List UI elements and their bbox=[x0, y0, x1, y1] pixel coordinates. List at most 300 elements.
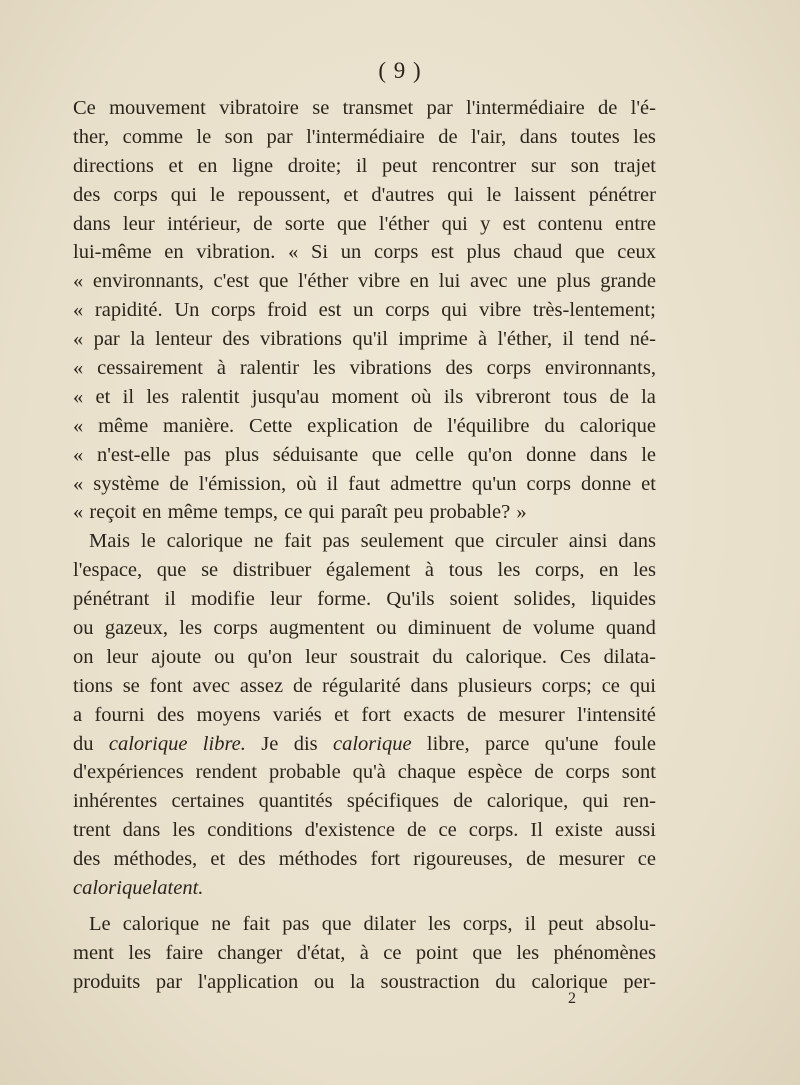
word: fait bbox=[284, 530, 312, 553]
word: Ce bbox=[73, 97, 96, 119]
paragraph-gap bbox=[73, 903, 656, 910]
word: vibrations bbox=[260, 328, 343, 351]
word: explication bbox=[307, 414, 399, 437]
text-line bbox=[73, 614, 656, 643]
word: méthodes bbox=[278, 848, 358, 871]
word: corps; bbox=[541, 674, 592, 697]
word: en bbox=[142, 501, 162, 524]
word: que bbox=[454, 530, 485, 553]
text-line bbox=[73, 441, 656, 470]
word: directions bbox=[73, 154, 154, 177]
word: faire bbox=[165, 941, 204, 964]
word: dans bbox=[618, 530, 656, 553]
word: on bbox=[73, 645, 94, 668]
word: donne bbox=[580, 472, 632, 495]
word: la bbox=[130, 328, 145, 351]
word: qui bbox=[582, 790, 609, 813]
word: mouvement bbox=[109, 97, 206, 119]
word: les bbox=[427, 912, 451, 935]
word: l'éther bbox=[378, 212, 430, 235]
word: corps bbox=[565, 761, 610, 784]
word: l'espace, bbox=[73, 559, 143, 582]
word: entre bbox=[614, 212, 656, 235]
word: admettre bbox=[390, 472, 462, 495]
word: sont bbox=[621, 761, 656, 784]
word: qu'à bbox=[352, 761, 386, 784]
word: ou bbox=[214, 645, 235, 668]
word: également bbox=[326, 559, 411, 582]
word: de bbox=[502, 617, 522, 640]
word: aussi bbox=[614, 819, 656, 842]
word: trent bbox=[73, 819, 111, 842]
word: celle bbox=[415, 443, 454, 466]
word: du bbox=[432, 645, 453, 668]
word: les bbox=[179, 617, 203, 640]
word: de bbox=[438, 125, 458, 148]
word: ne bbox=[253, 530, 274, 553]
word: soustraction bbox=[380, 970, 480, 993]
word: peut bbox=[548, 912, 584, 935]
word: lui-même bbox=[73, 241, 152, 264]
word: par bbox=[155, 970, 183, 993]
word: ce bbox=[438, 819, 457, 842]
word: des bbox=[445, 357, 473, 380]
word: produits bbox=[73, 970, 141, 993]
word: plusieurs bbox=[457, 674, 532, 697]
word: phénomènes bbox=[553, 941, 656, 964]
word: l'éther bbox=[297, 270, 349, 293]
word: même bbox=[98, 414, 149, 437]
word: un bbox=[340, 241, 362, 264]
word: qui bbox=[441, 299, 468, 322]
word: à bbox=[478, 328, 488, 351]
word: ralentir bbox=[239, 357, 300, 380]
word: peut bbox=[382, 154, 418, 177]
word: d'existence bbox=[304, 819, 395, 842]
word: de bbox=[253, 212, 273, 235]
word: ren- bbox=[622, 790, 656, 813]
word: froid bbox=[267, 299, 307, 322]
word: les bbox=[172, 819, 196, 842]
text-line bbox=[73, 585, 656, 614]
text-line bbox=[73, 296, 656, 325]
word: le bbox=[196, 125, 212, 148]
word: trajet bbox=[613, 154, 656, 177]
word: il bbox=[524, 912, 537, 935]
word: ce bbox=[383, 941, 402, 964]
text-line bbox=[73, 787, 656, 816]
word: peu bbox=[393, 501, 424, 524]
text-line bbox=[73, 498, 656, 527]
word: l'intensité bbox=[577, 703, 656, 726]
word: corps bbox=[385, 299, 430, 322]
word: dans bbox=[122, 819, 161, 842]
word: l'air, bbox=[470, 125, 507, 148]
word: vibre bbox=[357, 270, 401, 293]
word: quand bbox=[605, 617, 656, 640]
text-line bbox=[73, 816, 656, 845]
word: faut bbox=[348, 472, 381, 495]
word: l'é- bbox=[630, 97, 656, 119]
word: séduisante bbox=[272, 443, 359, 466]
text-line bbox=[73, 910, 656, 939]
word: corps bbox=[213, 617, 258, 640]
word: diminuent bbox=[407, 617, 492, 640]
word: et bbox=[210, 848, 226, 871]
word: est bbox=[318, 299, 342, 322]
word: tions bbox=[73, 674, 113, 697]
word: probable bbox=[268, 761, 341, 784]
word: que bbox=[336, 212, 367, 235]
word: corps. bbox=[468, 819, 519, 842]
word: et bbox=[95, 385, 111, 408]
word: dilata- bbox=[603, 645, 656, 668]
word: ceux bbox=[617, 241, 656, 264]
word: per- bbox=[623, 970, 656, 993]
word: par bbox=[266, 125, 293, 148]
text-line bbox=[73, 238, 656, 267]
word: intérieur, bbox=[167, 212, 241, 235]
word: de bbox=[407, 819, 427, 842]
word: chaud bbox=[513, 241, 563, 264]
word: exacts bbox=[403, 703, 455, 726]
word: « bbox=[73, 472, 84, 495]
word: rencontrer bbox=[432, 154, 517, 177]
word: circuler bbox=[495, 530, 558, 553]
word: que bbox=[371, 443, 402, 466]
word: en bbox=[198, 154, 218, 177]
word: le bbox=[140, 530, 156, 553]
word: » bbox=[516, 501, 527, 524]
word: très-lentement; bbox=[532, 299, 656, 322]
word: Qu'ils bbox=[386, 588, 435, 611]
text-line bbox=[73, 383, 656, 412]
word: est bbox=[431, 241, 454, 264]
word: liquides bbox=[591, 588, 656, 611]
word: dans bbox=[73, 212, 111, 235]
word: que bbox=[574, 241, 605, 264]
word: pas bbox=[183, 443, 212, 466]
text-line bbox=[73, 730, 656, 759]
word: corps bbox=[113, 183, 158, 206]
word: corps, bbox=[462, 912, 513, 935]
word: volume bbox=[533, 617, 595, 640]
word: le bbox=[486, 183, 502, 206]
word: absolu- bbox=[595, 912, 656, 935]
word: avec bbox=[192, 674, 231, 697]
text-line bbox=[73, 470, 656, 499]
word: de bbox=[292, 674, 313, 697]
text-line bbox=[73, 643, 656, 672]
word: par bbox=[93, 328, 120, 351]
word: libre. bbox=[202, 732, 246, 755]
word: font bbox=[149, 674, 183, 697]
text-line bbox=[73, 758, 656, 787]
word: l'intermédiaire bbox=[466, 97, 585, 119]
word: corps bbox=[526, 472, 571, 495]
word: ralentit bbox=[181, 385, 240, 408]
word: en bbox=[164, 241, 184, 264]
word: Il bbox=[530, 819, 543, 842]
word: rigoureuses, bbox=[413, 848, 513, 871]
word: temps, bbox=[223, 501, 279, 524]
word: les bbox=[128, 941, 152, 964]
word: est bbox=[502, 212, 526, 235]
word: comme bbox=[122, 125, 183, 148]
body-text bbox=[73, 94, 656, 997]
word: que bbox=[156, 559, 187, 582]
word: l'application bbox=[197, 970, 299, 993]
word: Mais bbox=[89, 530, 130, 553]
word: n'est-elle bbox=[96, 443, 171, 466]
word: plus bbox=[556, 270, 591, 293]
word: soustrait bbox=[349, 645, 420, 668]
word: inhérentes bbox=[73, 790, 158, 813]
word: point bbox=[415, 941, 458, 964]
word: calorique bbox=[531, 970, 608, 993]
word: Ces bbox=[559, 645, 591, 668]
word: latent. bbox=[151, 877, 204, 900]
word: existe bbox=[555, 819, 603, 842]
text-line bbox=[73, 701, 656, 730]
word: les bbox=[312, 357, 336, 380]
word: Le bbox=[89, 912, 111, 935]
word: ment bbox=[73, 941, 114, 964]
word: corps bbox=[486, 357, 532, 380]
word: ce bbox=[284, 501, 303, 524]
word: libre, bbox=[426, 732, 470, 755]
word: né- bbox=[629, 328, 656, 351]
text-line bbox=[73, 267, 656, 296]
word: ou bbox=[313, 970, 335, 993]
text-line bbox=[73, 325, 656, 354]
word: de bbox=[453, 790, 473, 813]
word: « bbox=[73, 299, 84, 322]
word: leur bbox=[270, 588, 302, 611]
word: changer bbox=[217, 941, 283, 964]
word: vibratoire bbox=[219, 97, 299, 119]
text-line bbox=[73, 94, 656, 123]
word: l'émission, bbox=[198, 472, 287, 495]
word: ce bbox=[601, 674, 620, 697]
word: sur bbox=[530, 154, 557, 177]
word: calorique, bbox=[486, 790, 569, 813]
word: modifie bbox=[191, 588, 255, 611]
word: « bbox=[73, 501, 84, 524]
word: l'équilibre bbox=[447, 414, 530, 437]
word: lui bbox=[438, 270, 461, 293]
word: de bbox=[169, 472, 189, 495]
word: de bbox=[413, 414, 433, 437]
word: quantités bbox=[258, 790, 333, 813]
text-line bbox=[73, 874, 656, 903]
word: régularité bbox=[322, 674, 401, 697]
word: se bbox=[312, 97, 330, 119]
word: à bbox=[216, 357, 226, 380]
word: que bbox=[472, 941, 502, 964]
word: Un bbox=[174, 299, 200, 322]
text-line bbox=[73, 210, 656, 239]
text-line bbox=[73, 672, 656, 701]
word: son bbox=[570, 154, 600, 177]
word: a bbox=[73, 703, 83, 726]
word: vibre bbox=[479, 299, 522, 322]
word: « bbox=[73, 443, 84, 466]
text-line bbox=[73, 845, 656, 874]
word: calorique bbox=[579, 414, 656, 437]
word: qui bbox=[308, 501, 335, 524]
word: l'éther, bbox=[497, 328, 553, 351]
word: corps, bbox=[534, 559, 585, 582]
word: manière. bbox=[163, 414, 235, 437]
word: vibreront bbox=[475, 385, 551, 408]
word: « bbox=[288, 241, 299, 264]
word: pénétrer bbox=[588, 183, 656, 206]
word: qui bbox=[447, 183, 474, 206]
word: l'intermédiaire bbox=[306, 125, 425, 148]
text-line bbox=[73, 181, 656, 210]
word: qui bbox=[629, 674, 656, 697]
word: se bbox=[201, 559, 219, 582]
word: ou bbox=[73, 617, 94, 640]
word: ligne bbox=[232, 154, 274, 177]
word: spécifiques bbox=[346, 790, 440, 813]
word: « bbox=[73, 357, 84, 380]
word: distribuer bbox=[232, 559, 312, 582]
word: paraît bbox=[340, 501, 388, 524]
word: d'expériences bbox=[73, 761, 184, 784]
word: rapidité. bbox=[94, 299, 163, 322]
word: il bbox=[326, 472, 339, 495]
word: des bbox=[222, 328, 250, 351]
word: tend bbox=[584, 328, 620, 351]
word: cessairement bbox=[97, 357, 203, 380]
word: Si bbox=[311, 241, 329, 264]
word: calorique bbox=[122, 912, 200, 935]
word: sorte bbox=[284, 212, 325, 235]
word: la bbox=[350, 970, 365, 993]
word: donne bbox=[526, 443, 577, 466]
word: le bbox=[641, 443, 656, 466]
signature-mark: 2 bbox=[568, 990, 576, 1007]
word: forme. bbox=[317, 588, 372, 611]
word: jusqu'au bbox=[251, 385, 320, 408]
word: de bbox=[534, 761, 554, 784]
word: augmentent bbox=[269, 617, 365, 640]
word: rendent bbox=[195, 761, 258, 784]
word: tous bbox=[562, 385, 598, 408]
word: les bbox=[497, 559, 521, 582]
word: plus bbox=[224, 443, 260, 466]
word: environnants, bbox=[544, 357, 656, 380]
word: environnants, bbox=[92, 270, 204, 293]
word: la bbox=[641, 385, 656, 408]
word: repoussent, bbox=[237, 183, 331, 206]
word: une bbox=[517, 270, 547, 293]
text-line bbox=[73, 412, 656, 441]
word: il bbox=[164, 588, 176, 611]
word: qu'un bbox=[471, 472, 517, 495]
word: ou bbox=[376, 617, 397, 640]
word: chaque bbox=[397, 761, 456, 784]
word: il bbox=[355, 154, 368, 177]
word: calorique. bbox=[465, 645, 548, 668]
word: à bbox=[359, 941, 369, 964]
word: variés bbox=[272, 703, 322, 726]
word: du bbox=[495, 970, 516, 993]
word: son bbox=[224, 125, 254, 148]
word: où bbox=[411, 385, 432, 408]
word: « bbox=[73, 414, 84, 437]
word: foule bbox=[613, 732, 656, 755]
word: il bbox=[122, 385, 135, 408]
word: des bbox=[156, 703, 185, 726]
word: et bbox=[343, 183, 359, 206]
word: calorique bbox=[332, 732, 412, 755]
word: toutes bbox=[570, 125, 620, 148]
word: dans bbox=[519, 125, 558, 148]
word: transmet bbox=[342, 97, 414, 119]
word: en bbox=[599, 559, 619, 582]
word: des bbox=[73, 848, 101, 871]
word: droite; bbox=[287, 154, 342, 177]
word: du bbox=[73, 732, 94, 755]
text-line bbox=[73, 152, 656, 181]
text-line bbox=[73, 527, 656, 556]
word: mesurer bbox=[498, 703, 565, 726]
word: ce bbox=[637, 848, 656, 871]
word: de bbox=[598, 97, 618, 119]
word: calorique bbox=[108, 732, 188, 755]
word: méthodes, bbox=[113, 848, 198, 871]
word: qu'on bbox=[467, 443, 513, 466]
word: fourni bbox=[94, 703, 145, 726]
word: parce bbox=[484, 732, 530, 755]
text-line bbox=[73, 123, 656, 152]
word: à bbox=[424, 559, 435, 582]
word: fort bbox=[361, 703, 391, 726]
word: « bbox=[73, 328, 84, 351]
word: de bbox=[466, 703, 487, 726]
word: leur bbox=[122, 212, 155, 235]
word: espèce bbox=[467, 761, 523, 784]
word: « bbox=[73, 270, 84, 293]
word: calorique bbox=[166, 530, 243, 553]
word: il bbox=[562, 328, 574, 351]
text-line bbox=[73, 354, 656, 383]
word: corps bbox=[373, 241, 419, 264]
word: pas bbox=[322, 530, 350, 553]
word: que bbox=[321, 912, 352, 935]
word: de bbox=[609, 385, 629, 408]
word: gazeux, bbox=[104, 617, 168, 640]
word: seulement bbox=[360, 530, 444, 553]
word: probable? bbox=[429, 501, 511, 524]
word: fait bbox=[242, 912, 271, 935]
word: laissent bbox=[514, 183, 576, 206]
word: des bbox=[238, 848, 266, 871]
word: se bbox=[122, 674, 140, 697]
word: qu'on bbox=[247, 645, 293, 668]
word: qui bbox=[170, 183, 197, 206]
page-number: ( 9 ) bbox=[378, 58, 422, 83]
word: pénétrant bbox=[73, 588, 150, 611]
word: que bbox=[258, 270, 289, 293]
word: Cette bbox=[249, 414, 293, 437]
word: imprime bbox=[398, 328, 468, 351]
word: y bbox=[480, 212, 491, 235]
word: moment bbox=[331, 385, 399, 408]
